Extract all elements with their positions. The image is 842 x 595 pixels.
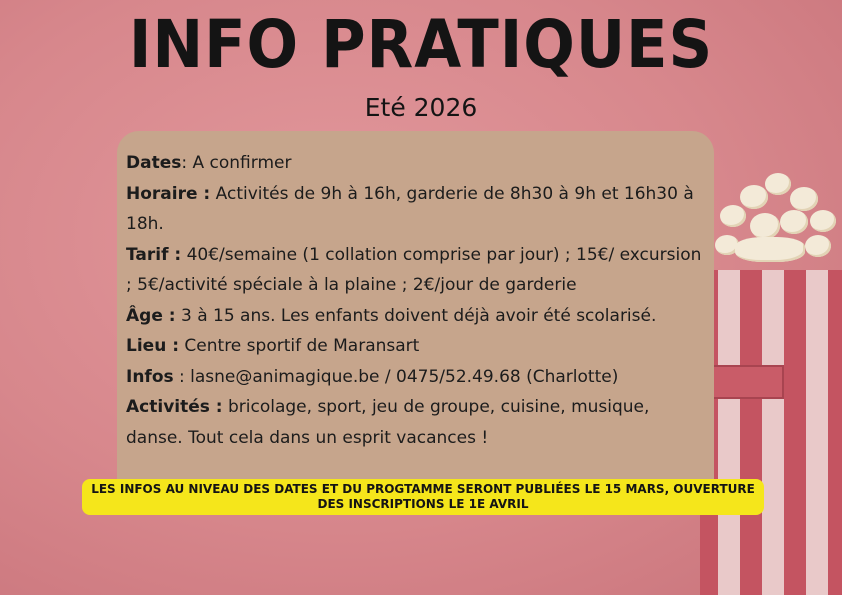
- activites-label: Activités :: [126, 397, 223, 417]
- infos-label: Infos: [126, 366, 174, 387]
- activites-value: bricolage, sport, jeu de groupe, cuisine, musique, danse. Tout cela dans un esprit vacances !: [126, 397, 650, 448]
- info-list: [126, 148, 711, 453]
- tarif-value: 40€/semaine (1 collation comprise par jour) ; 15€/ excursion ; 5€/activité spéciale à la plaine ; 2€/jour de garderie: [126, 244, 702, 295]
- announcement-banner: LES INFOS AU NIVEAU DES DATES ET DU PROGTAMME SERONT PUBLIÉES LE 15 MARS, OUVERTURE DES INSCRIPTIONS LE 1E AVRIL: [82, 479, 764, 515]
- popcorn-bucket-image: [700, 270, 842, 595]
- dates-label: Dates: [126, 153, 182, 173]
- info-tarif: [126, 240, 711, 301]
- page-subtitle: Eté 2026: [364, 93, 478, 122]
- page-title: INFO PRATIQUES: [128, 6, 714, 83]
- dates-value: : A confirmer: [181, 153, 292, 173]
- horaire-value: Activités de 9h à 16h, garderie de 8h30 à 9h et 16h30 à 18h.: [126, 183, 694, 234]
- info-dates: [126, 148, 711, 179]
- infos-value: : lasne@animagique.be / 0475/52.49.68 (Charlotte): [173, 366, 619, 387]
- age-value: 3 à 15 ans. Les enfants doivent déjà avoir été scolarisé.: [175, 305, 657, 326]
- info-age: [126, 301, 711, 332]
- lieu-value: Centre sportif de Maransart: [179, 336, 420, 356]
- age-label: Âge :: [126, 305, 176, 326]
- popcorn-image: [710, 165, 842, 280]
- horaire-label: Horaire :: [126, 183, 211, 204]
- info-activites: [126, 392, 711, 453]
- info-horaire: [126, 179, 711, 240]
- info-infos: [126, 362, 711, 393]
- tarif-label: Tarif :: [126, 244, 182, 265]
- lieu-label: Lieu :: [126, 336, 180, 356]
- info-lieu: [126, 331, 711, 362]
